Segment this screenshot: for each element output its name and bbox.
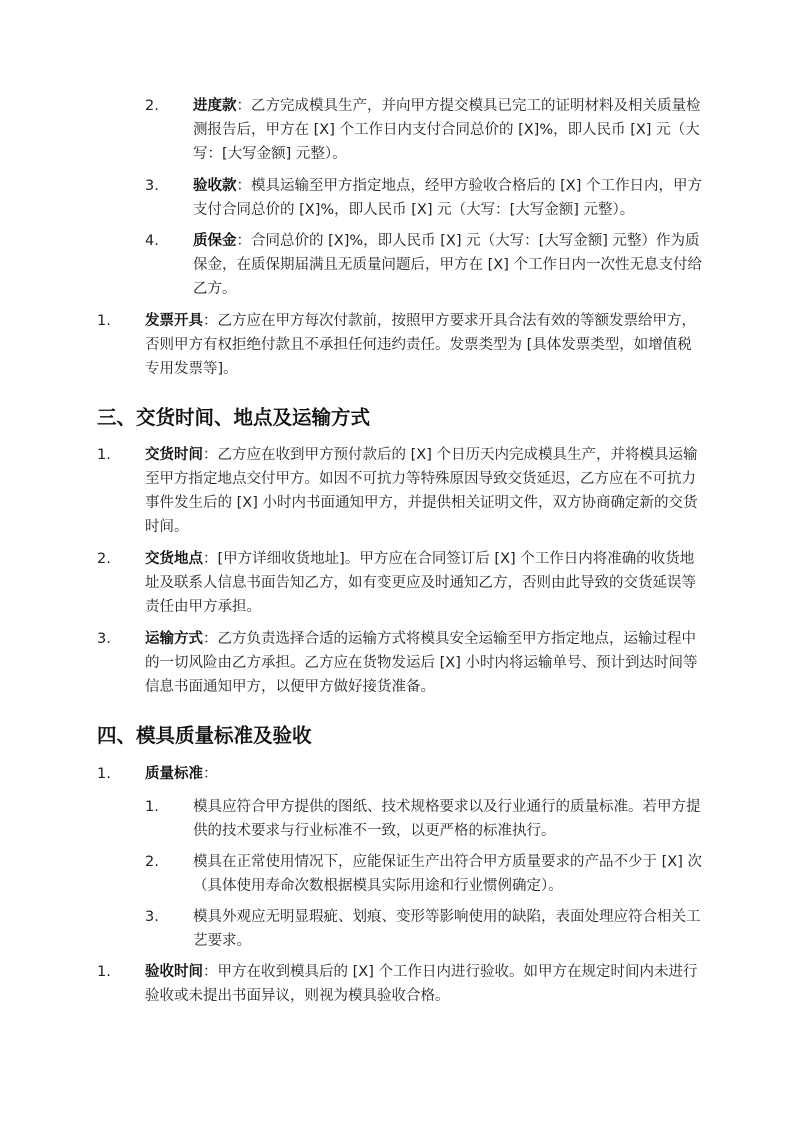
- item-label: 质量标准: [145, 766, 203, 782]
- item-label: 发票开具: [145, 313, 203, 329]
- item-body: ：乙方应在甲方每次付款前，按照甲方要求开具合法有效的等额发票给甲方，否则甲方有权拒绝付款且不承担任何违约责任。发票类型为 [具体发票类型，如增值税专用发票等]。: [145, 313, 696, 377]
- list-item-text: [145, 547, 702, 619]
- list-number: 4.: [145, 233, 159, 249]
- list-item-text: [145, 309, 702, 381]
- list-item-text: [193, 174, 702, 222]
- item-label: 交货时间: [145, 447, 203, 463]
- delivery-time-clause: [97, 443, 702, 539]
- list-number: 1.: [145, 799, 159, 815]
- item-label: 验收款: [193, 178, 237, 194]
- item-label: 交货地点: [145, 551, 203, 567]
- list-number: 2.: [145, 854, 159, 870]
- item-body: ：乙方完成模具生产，并向甲方提交模具已完工的证明材料及相关质量检测报告后，甲方在 [X] 个工作日内支付合同总价的 [X]%，即人民币 [X] 元（大写：[大写金额] 元整）。: [193, 98, 701, 162]
- payment-item-warranty: [145, 229, 702, 301]
- list-number: 3.: [97, 631, 111, 647]
- item-body: ：合同总价的 [X]%，即人民币 [X] 元（大写：[大写金额] 元整）作为质保金，在质保期届满且无质量问题后，甲方在 [X] 个工作日内一次性无息支付给乙方。: [193, 233, 702, 297]
- quality-item-appearance: [145, 905, 702, 953]
- section-heading-quality: 四、模具质量标准及验收: [97, 724, 312, 747]
- list-item-text: 模具应符合甲方提供的图纸、技术规格要求以及行业通行的质量标准。若甲方提供的技术要求与行业标准不一致，以更严格的标准执行。: [193, 799, 701, 839]
- quality-item-lifespan: [145, 850, 702, 898]
- list-number: 2.: [97, 551, 111, 567]
- item-body: ：甲方在收到模具后的 [X] 个工作日内进行验收。如甲方在规定时间内未进行验收或未提出书面异议，则视为模具验收合格。: [145, 964, 698, 1004]
- payment-item-progress: [145, 94, 702, 166]
- item-body: ：模具运输至甲方指定地点，经甲方验收合格后的 [X] 个工作日内，甲方支付合同总价的 [X]%，即人民币 [X] 元（大写：[大写金额] 元整）。: [193, 178, 702, 218]
- payment-item-acceptance: [145, 174, 702, 222]
- item-body: ：: [203, 766, 218, 782]
- list-number: 1.: [97, 766, 111, 782]
- item-label: 进度款: [193, 98, 237, 114]
- item-body: ：乙方负责选择合适的运输方式将模具安全运输至甲方指定地点，运输过程中的一切风险由乙方承担。乙方应在货物发运后 [X] 小时内将运输单号、预计到达时间等信息书面通知甲方，以便甲方做好接货准备。: [145, 631, 698, 695]
- list-item-text: [145, 443, 702, 539]
- invoice-clause: [97, 309, 702, 381]
- quality-item-drawings: [145, 795, 702, 843]
- list-item-text: [145, 960, 702, 1008]
- acceptance-time-clause: [97, 960, 702, 1008]
- list-item-text: [145, 627, 702, 699]
- item-label: 验收时间: [145, 964, 203, 980]
- list-item-text: 模具在正常使用情况下，应能保证生产出符合甲方质量要求的产品不少于 [X] 次（具体使用寿命次数根据模具实际用途和行业惯例确定）。: [193, 854, 702, 894]
- list-item-text: [145, 762, 702, 786]
- delivery-location-clause: [97, 547, 702, 619]
- item-label: 运输方式: [145, 631, 203, 647]
- list-number: 2.: [145, 98, 159, 114]
- list-number: 1.: [97, 964, 111, 980]
- list-number: 1.: [97, 447, 111, 463]
- list-number: 3.: [145, 178, 159, 194]
- section-heading-delivery: 三、交货时间、地点及运输方式: [97, 406, 371, 429]
- list-item-text: 模具外观应无明显瑕疵、划痕、变形等影响使用的缺陷，表面处理应符合相关工艺要求。: [193, 909, 701, 949]
- list-item-text: [193, 94, 702, 166]
- quality-standard-clause: [97, 762, 702, 786]
- transport-method-clause: [97, 627, 702, 699]
- item-label: 质保金: [193, 233, 237, 249]
- item-body: ：[甲方详细收货地址]。甲方应在合同签订后 [X] 个工作日内将准确的收货地址及联系人信息书面告知乙方，如有变更应及时通知乙方，否则由此导致的交货延误等责任由甲方承担。: [145, 551, 696, 615]
- list-number: 1.: [97, 313, 111, 329]
- list-number: 3.: [145, 909, 159, 925]
- item-body: ：乙方应在收到甲方预付款后的 [X] 个日历天内完成模具生产，并将模具运输至甲方指定地点交付甲方。如因不可抗力等特殊原因导致交货延迟，乙方应在不可抗力事件发生后的 [X] 小时内书面通知甲方，并提供相关证明文件，双方协商确定新的交货时间。: [145, 447, 698, 535]
- list-item-text: [193, 229, 702, 301]
